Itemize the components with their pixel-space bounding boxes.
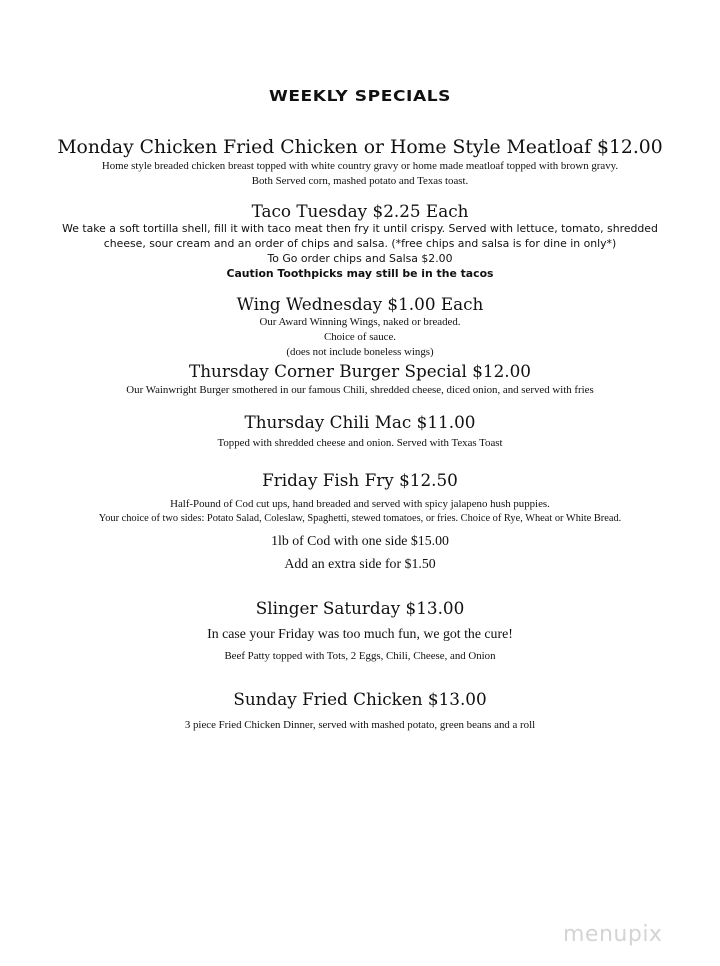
special-title-tuesday: Taco Tuesday $2.25 Each <box>251 201 469 221</box>
special-desc-tuesday-2: cheese, sour cream and an order of chips and salsa. (*free chips and salsa is for dine in only*) <box>103 237 617 250</box>
special-desc-monday-1: Home style breaded chicken breast topped with white country gravy or home made meatloaf topped with brown gravy. <box>101 160 619 172</box>
special-title-wednesday: Wing Wednesday $1.00 Each <box>236 294 484 314</box>
page-title: WEEKLY SPECIALS <box>268 88 452 105</box>
special-title-sunday: Sunday Fried Chicken $13.00 <box>233 689 487 709</box>
special-desc-tuesday-3: To Go order chips and Salsa $2.00 <box>267 252 453 265</box>
special-title-monday: Monday Chicken Fried Chicken or Home Style Meatloaf $12.00 <box>57 137 663 158</box>
special-desc-friday-1: Half-Pound of Cod cut ups, hand breaded and served with spicy jalapeno hush puppies. <box>170 498 550 510</box>
special-desc-tuesday-4: Caution Toothpicks may still be in the tacos <box>226 267 494 280</box>
special-desc-friday-4: Add an extra side for $1.50 <box>284 556 436 571</box>
special-desc-wednesday-3: (does not include boneless wings) <box>286 346 434 358</box>
special-desc-wednesday-1: Our Award Winning Wings, naked or breaded. <box>259 316 461 328</box>
special-desc-sunday: 3 piece Fried Chicken Dinner, served with mashed potato, green beans and a roll <box>184 719 536 731</box>
watermark-logo: menupix <box>563 922 663 947</box>
special-title-saturday: Slinger Saturday $13.00 <box>255 598 465 618</box>
special-desc-saturday-1: In case your Friday was too much fun, we got the cure! <box>207 626 513 641</box>
special-title-friday: Friday Fish Fry $12.50 <box>262 470 458 490</box>
special-desc-wednesday-2: Choice of sauce. <box>323 331 397 343</box>
special-desc-friday-3: 1lb of Cod with one side $15.00 <box>271 533 449 548</box>
special-title-thursday-burger: Thursday Corner Burger Special $12.00 <box>189 361 531 381</box>
special-desc-thursday-chili-mac: Topped with shredded cheese and onion. Served with Texas Toast <box>217 437 503 449</box>
special-desc-saturday-2: Beef Patty topped with Tots, 2 Eggs, Chili, Cheese, and Onion <box>224 650 496 662</box>
special-desc-monday-2: Both Served corn, mashed potato and Texas toast. <box>251 175 469 187</box>
special-title-thursday-chili-mac: Thursday Chili Mac $11.00 <box>244 412 476 432</box>
special-desc-tuesday-1: We take a soft tortilla shell, fill it with taco meat then fry it until crispy. Served with lettuce, tomato, shredded <box>62 222 658 235</box>
special-desc-thursday-burger: Our Wainwright Burger smothered in our famous Chili, shredded cheese, diced onion, and served with fries <box>126 384 594 396</box>
special-desc-friday-2: Your choice of two sides: Potato Salad, Coleslaw, Spaghetti, stewed tomatoes, or fries. Choice of Rye, Wheat or White Bread. <box>98 513 622 524</box>
